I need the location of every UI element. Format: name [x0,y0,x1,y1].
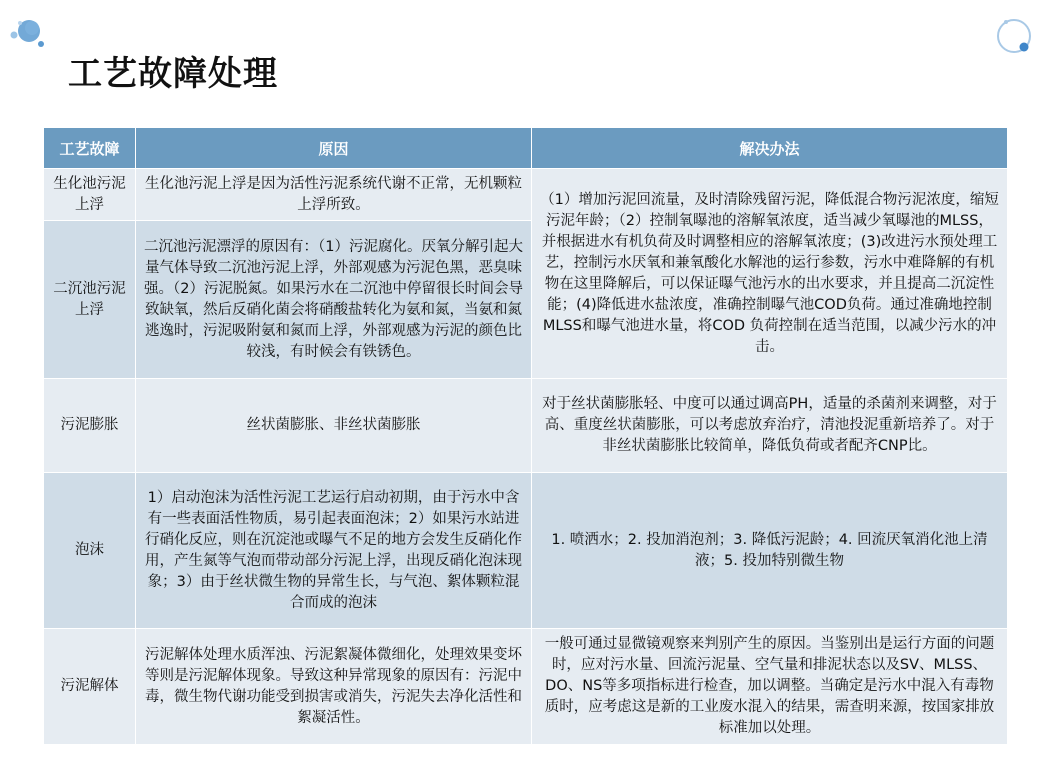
table-row [44,629,1008,745]
solution-cell: 一般可通过显微镜观察来判别产生的原因。当鉴别出是运行方面的问题时，应对污水量、回流污泥量、空气量和排泥状态以及SV、MLSS、DO、NS等多项指标进行检查，加以调整。当确定是污水中混入有毒物质时，应考虑这是新的工业废水混入的结果，需查明来源，按国家排放标准加以处理。 [532,629,1008,745]
cause-cell: 污泥解体处理水质浑浊、污泥絮凝体微细化，处理效果变坏等则是污泥解体现象。导致这种异常现象的原因有：污泥中毒，微生物代谢功能受到损害或消失，污泥失去净化活性和絮凝活性。 [136,629,532,745]
bubbles-icon [8,14,52,50]
fault-cell: 生化池污泥上浮 [44,169,136,221]
solution-cell: 1. 喷洒水；2. 投加消泡剂；3. 降低污泥龄；4. 回流厌氧消化池上清液；5. 投加特别微生物 [532,473,1008,629]
table-row [44,169,1008,221]
table-row [44,473,1008,629]
header-fault: 工艺故障 [44,128,136,169]
page-title: 工艺故障处理 [68,54,278,94]
fault-cell: 污泥膨胀 [44,379,136,473]
fault-cell: 泡沫 [44,473,136,629]
circle-ring-icon [994,12,1034,60]
cause-cell: 丝状菌膨胀、非丝状菌膨胀 [136,379,532,473]
fault-cell: 二沉池污泥上浮 [44,221,136,379]
table-header-row [44,128,1008,169]
header-cause: 原因 [136,128,532,169]
table-row [44,379,1008,473]
cause-cell: 生化池污泥上浮是因为活性污泥系统代谢不正常，无机颗粒上浮所致。 [136,169,532,221]
header-solution: 解决办法 [532,128,1008,169]
fault-cell: 污泥解体 [44,629,136,745]
cause-cell: 二沉池污泥漂浮的原因有：（1）污泥腐化。厌氧分解引起大量气体导致二沉池污泥上浮，外部观感为污泥色黑，恶臭味强。（2）污泥脱氮。如果污水在二沉池中停留很长时间会导致缺氧，然后反硝化菌会将硝酸盐转化为氨和氮，当氨和氮逃逸时，污泥吸附氨和氮而上浮，外部观感为污泥的颜色比较浅，有时候会有铁锈色。 [136,221,532,379]
solution-cell: 对于丝状菌膨胀轻、中度可以通过调高PH，适量的杀菌剂来调整，对于高、重度丝状菌膨胀，可以考虑放弃治疗，清池投泥重新培养了。对于非丝状菌膨胀比较简单，降低负荷或者配齐CNP比。 [532,379,1008,473]
solution-cell-merged: （1）增加污泥回流量，及时清除残留污泥，降低混合物污泥浓度，缩短污泥年龄；（2）控制氧曝池的溶解氧浓度，适当减少氧曝池的MLSS，并根据进水有机负荷及时调整相应的溶解氧浓度；(3)改进污水预处理工艺，控制污水厌氧和兼氧酸化水解池的运行参数，污水中难降解的有机物在这里降解后，可以保证曝气池污水的出水要求，并且提高二沉淀性能；(4)降低进水盐浓度，准确控制曝气池COD负荷。通过准确地控制 MLSS和曝气池进水量，将COD 负荷控制在适当范围，以减少污水的冲击。 [532,169,1008,379]
cause-cell: 1）启动泡沫为活性污泥工艺运行启动初期，由于污水中含有一些表面活性物质，易引起表面泡沫；2）如果污水站进行硝化反应，则在沉淀池或曝气不足的地方会发生反硝化作用，产生氮等气泡而带动部分污泥上浮，出现反硝化泡沫现象；3）由于丝状微生物的异常生长，与气泡、絮体颗粒混合而成的泡沫 [136,473,532,629]
fault-table [43,127,1008,745]
